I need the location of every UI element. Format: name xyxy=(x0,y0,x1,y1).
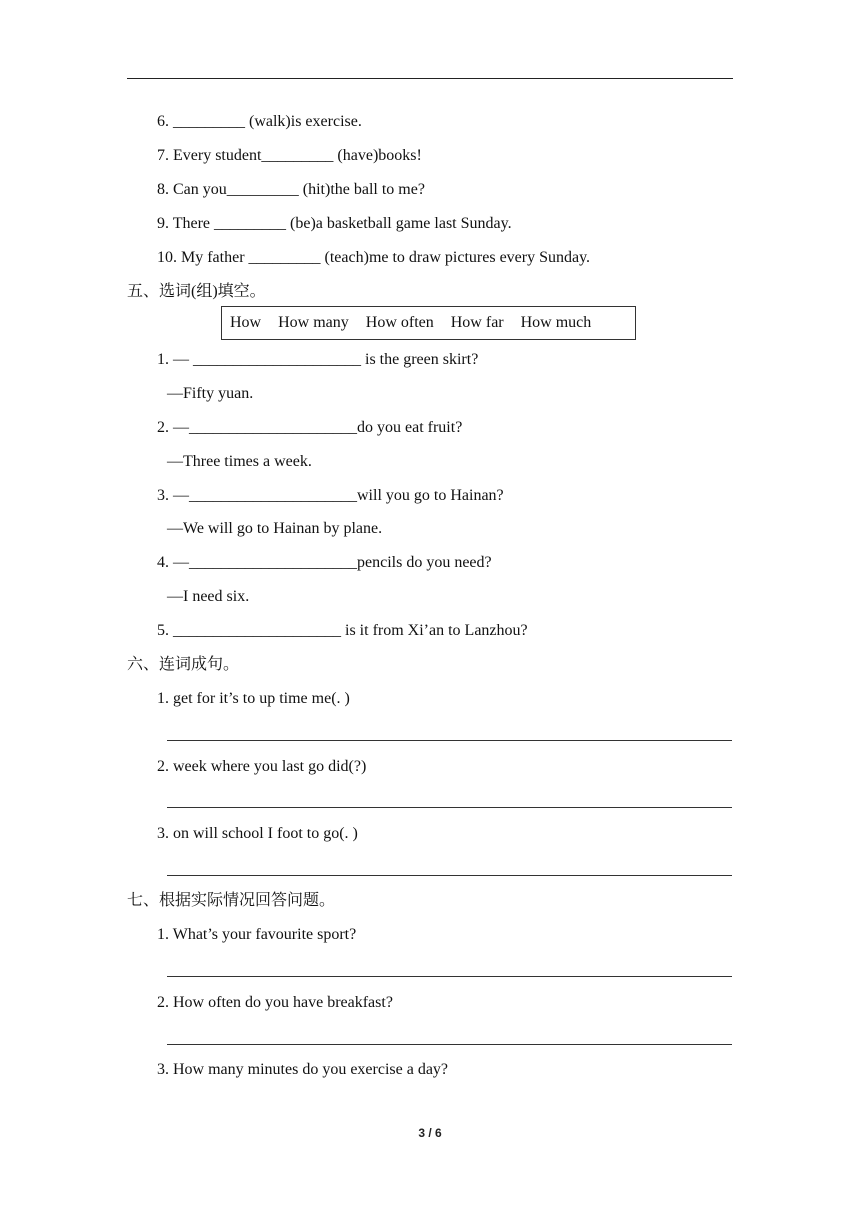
part4-item-7: 7. Every student_________ (have)books! xyxy=(157,147,422,164)
part4-item-10: 10. My father _________ (teach)me to draw pictures every Sunday. xyxy=(157,249,591,266)
part5-question-1: 1. — _____________________ is the green skirt? xyxy=(157,351,479,368)
answer-line[interactable] xyxy=(167,875,732,876)
answer-line[interactable] xyxy=(167,740,732,741)
word-option: How far xyxy=(450,314,504,331)
part6-item-1: 1. get for it’s to up time me(. ) xyxy=(157,690,350,707)
part4-item-8: 8. Can you_________ (hit)the ball to me? xyxy=(157,181,425,198)
part5-answer-2: —Three times a week. xyxy=(167,453,312,470)
part6-item-2: 2. week where you last go did(?) xyxy=(157,758,367,775)
part5-question-2: 2. —_____________________do you eat fruit? xyxy=(157,419,463,436)
part7-item-1: 1. What’s your favourite sport? xyxy=(157,926,357,943)
page-number: 3 / 6 xyxy=(418,1126,442,1140)
part5-question-4: 4. —_____________________pencils do you need? xyxy=(157,554,492,571)
word-option: How often xyxy=(365,314,434,331)
part5-answer-3: —We will go to Hainan by plane. xyxy=(167,520,383,537)
part7-item-3: 3. How many minutes do you exercise a day? xyxy=(157,1061,449,1078)
part5-answer-4: —I need six. xyxy=(167,588,250,605)
part7-heading: 七、根据实际情况回答问题。 xyxy=(127,892,336,909)
part5-question-3: 3. —_____________________will you go to Hainan? xyxy=(157,487,504,504)
answer-line[interactable] xyxy=(167,976,732,977)
part4-item-9: 9. There _________ (be)a basketball game last Sunday. xyxy=(157,215,512,232)
part5-answer-1: —Fifty yuan. xyxy=(167,385,254,402)
answer-line[interactable] xyxy=(167,1044,732,1045)
part7-item-2: 2. How often do you have breakfast? xyxy=(157,994,393,1011)
word-option: How many xyxy=(278,314,349,331)
answer-line[interactable] xyxy=(167,807,732,808)
part4-item-6: 6. _________ (walk)is exercise. xyxy=(157,113,362,130)
part5-heading: 五、选词(组)填空。 xyxy=(127,283,266,300)
word-box xyxy=(221,306,636,340)
part6-item-3: 3. on will school I foot to go(. ) xyxy=(157,825,358,842)
word-option: How xyxy=(230,314,262,331)
header-rule xyxy=(127,78,733,79)
word-option: How much xyxy=(520,314,592,331)
part6-heading: 六、连词成句。 xyxy=(127,656,240,673)
part5-question-5: 5. _____________________ is it from Xi’an to Lanzhou? xyxy=(157,622,528,639)
